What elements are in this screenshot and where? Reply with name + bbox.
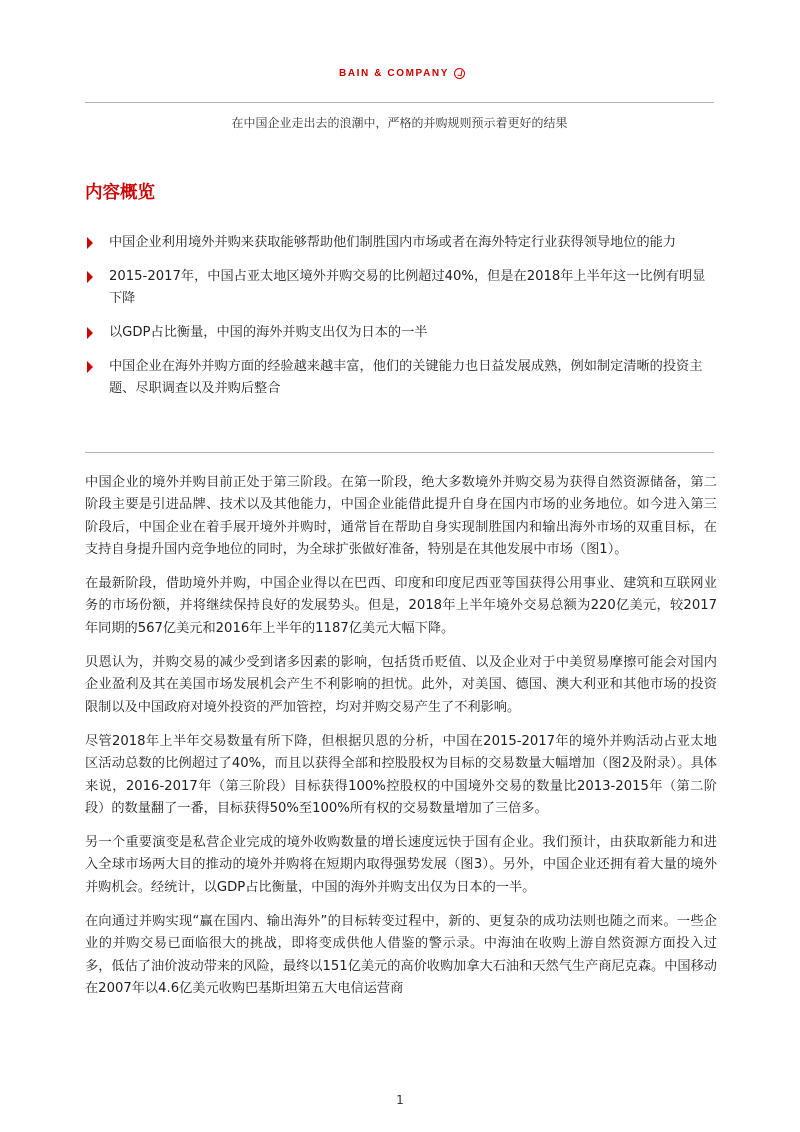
triangle-bullet-icon	[87, 237, 93, 249]
document-subtitle: 在中国企业走出去的浪潮中，严格的并购规则预示着更好的结果	[231, 116, 568, 130]
brand-name: BAIN & COMPANY	[339, 68, 449, 79]
body-paragraph: 尽管2018年上半年交易数量有所下降，但根据贝恩的分析，中国在2015-2017年的境外并购活动占亚太地区活动总数的比例超过了40%，而且以获得全部和控股股权为目标的交易数量大幅增加（图2及附录）。具体来说，2016-2017年（第三阶段）目标获得100%控股权的中国境外交易的数量比2013-2015年（第二阶段）的数量翻了一番，目标获得50%至100%所有权的交易数量增加了三倍多。	[85, 733, 717, 816]
bullet-text: 中国企业利用境外并购来获取能够帮助他们制胜国内市场或者在海外特定行业获得领导地位的能力	[109, 235, 677, 250]
overview-title: 内容概览	[85, 183, 155, 203]
bullet-text: 以GDP占比衡量，中国的海外并购支出仅为日本的一半	[109, 325, 428, 340]
overview-bullet	[85, 232, 714, 254]
bullet-text: 2015-2017年，中国占亚太地区境外并购交易的比例超过40%，但是在2018年上半年这一比例有明显下降	[109, 269, 706, 306]
body-paragraph: 贝恩认为，并购交易的减少受到诸多因素的影响，包括货币贬值、以及企业对于中美贸易摩擦可能会对国内企业盈利及其在美国市场发展机会产生不利影响的担忧。此外，对美国、德国、澳大利亚和其他市场的投资限制以及中国政府对境外投资的严加管控，均对并购交易产生了不利影响。	[85, 655, 717, 715]
body-paragraph: 另一个重要演变是私营企业完成的境外收购数量的增长速度远快于国有企业。我们预计，由获取新能力和进入全球市场两大目的推动的境外并购将在短期内取得强势发展（图3）。另外，中国企业还拥有着大量的境外并购机会。经统计，以GDP占比衡量，中国的海外并购支出仅为日本的一半。	[85, 835, 717, 895]
overview-bullet	[85, 266, 714, 310]
brand-header	[339, 68, 465, 79]
page-number: 1	[396, 1093, 404, 1107]
body-paragraph: 在向通过并购实现“赢在国内、输出海外”的目标转变过程中，新的、更复杂的成功法则也随之而来。一些企业的并购交易已面临很大的挑战，即将变成供他人借鉴的警示录。中海油在收购上游自然资源方面投入过多，低估了油价波动带来的风险，最终以151亿美元的高价收购加拿大石油和天然气生产商尼克森。中国移动在2007年以4.6亿美元收购巴基斯坦第五大电信运营商	[85, 914, 717, 996]
body-paragraph: 中国企业的境外并购目前正处于第三阶段。在第一阶段，绝大多数境外并购交易为获得自然资源储备，第二阶段主要是引进品牌、技术以及其他能力，中国企业能借此提升自身在国内市场的业务地位。如今进入第三阶段后，中国企业在着手展开境外并购时，通常旨在帮助自身实现制胜国内和输出海外市场的双重目标，在支持自身提升国内竞争地位的同时，为全球扩张做好准备，特别是在其他发展中市场（图1）。	[85, 475, 717, 557]
triangle-bullet-icon	[87, 271, 93, 283]
brand-logo-icon	[454, 68, 465, 79]
body-paragraph: 在最新阶段，借助境外并购，中国企业得以在巴西、印度和印度尼西亚等国获得公用事业、建筑和互联网业务的市场份额，并将继续保持良好的发展势头。但是，2018年上半年境外交易总额为220亿美元，较2017年同期的567亿美元和2016年上半年的1187亿美元大幅下降。	[85, 576, 717, 636]
top-divider	[85, 102, 714, 103]
overview-bullet-list	[85, 232, 714, 412]
triangle-bullet-icon	[87, 361, 93, 373]
overview-bullet	[85, 356, 714, 400]
section-divider	[85, 452, 714, 453]
overview-bullet	[85, 322, 714, 344]
bullet-text: 中国企业在海外并购方面的经验越来越丰富，他们的关键能力也日益发展成熟，例如制定清晰的投资主题、尽职调查以及并购后整合	[109, 359, 703, 396]
triangle-bullet-icon	[87, 327, 93, 339]
body-text	[85, 472, 717, 1012]
